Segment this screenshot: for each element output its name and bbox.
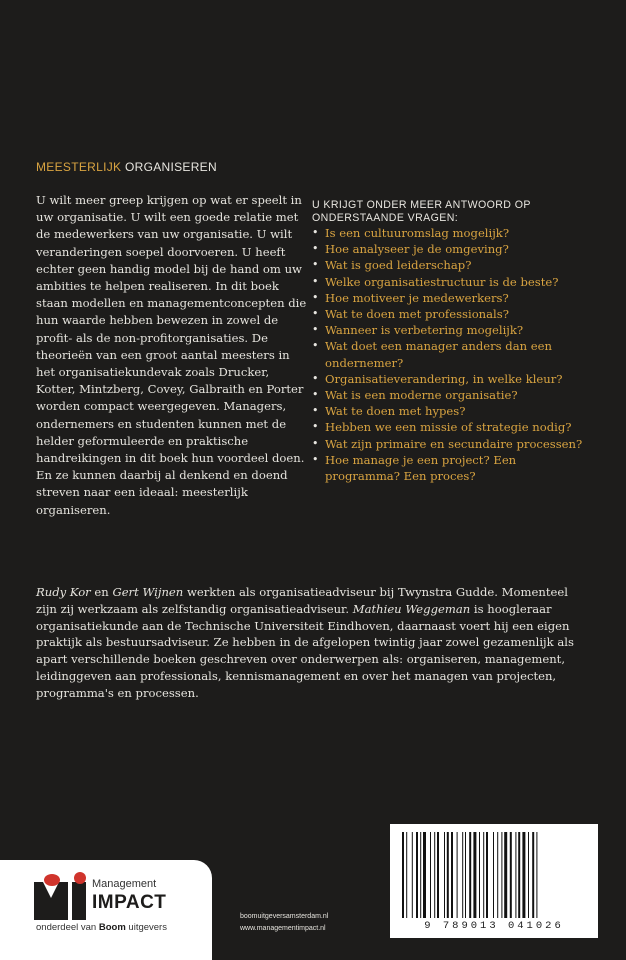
bullet-icon: • (312, 258, 319, 272)
bullet-icon: • (312, 452, 319, 466)
list-item: • Hebben we een missie of strategie nodig? (312, 420, 572, 435)
logo-impact-text: IMPACT (92, 892, 167, 913)
list-item: • Wat is goed leiderschap? (312, 258, 472, 273)
bullet-icon: • (312, 371, 319, 385)
barcode-bar (532, 832, 534, 918)
intro-paragraph: U wilt meer greep krijgen op wat er speelt in uw organisatie. U wilt een goede relatie met de medewerkers van uw organisatie. U wilt veranderingen soepel doorvoeren. U heeft echter geen handig model bij de hand om uw ambities te helpen realiseren. In dit boek staan modellen en managementconcepten die hun waarde hebben bewezen in zowel de profit- als de non-profitorganisaties. De theorieën van een groot aantal meesters in het organisatiekundevak zoals Drucker, Kotter, Mintzberg, Covey, Galbraith en Porter worden compact weergegeven. Managers, ondernemers en studenten kunnen met de helder geformuleerde en praktische handreikingen in dit boek hun voordeel doen. En ze kunnen daarbij al denkend en doend streven naar een ideaal: meesterlijk organiseren. (36, 193, 307, 517)
list-item: • Wat doet een manager anders dan een ondernemer? (312, 339, 552, 370)
author-name-3: Mathieu Weggeman (352, 601, 471, 616)
barcode-bar (528, 832, 529, 918)
publisher-subline: onderdeel van Boom uitgevers (36, 922, 167, 933)
bullet-icon: • (312, 404, 319, 418)
bullet-icon: • (312, 242, 319, 256)
barcode-bar (465, 832, 466, 918)
barcode-bar (501, 832, 502, 918)
bullet-icon: • (312, 290, 319, 304)
bullet-icon: • (312, 307, 319, 321)
list-item: • Wat is een moderne organisatie? (312, 388, 518, 403)
author-paragraph: Rudy Kor en Gert Wijnen werkten als organisatieadviseur bij Twynstra Gudde. Momenteel zijn zij werkzaam als zelfstandig organisatieadviseur. Mathieu Weggeman is hoogleraar organisatiekunde aan de Technische Universiteit Eindhoven, daarnaast voert hij een eigen praktijk als bestuursadviseur. Ze hebben in de afgelopen twintig jaar zowel gezamenlijk als apart verschillende boeken geschreven over onderwerpen als: organiseren, management, leidinggeven aan professionals, kennismanagement en over het managen van projecten, programma's en processen. (36, 585, 574, 700)
list-item: • Is een cultuuromslag mogelijk? (312, 226, 510, 240)
list-item: • Wanneer is verbetering mogelijk? (312, 323, 524, 338)
barcode-bar (437, 832, 439, 918)
barcode-bar (434, 832, 435, 918)
author-name-1: Rudy Kor (36, 585, 91, 599)
list-item: • Wat te doen met hypes? (312, 404, 466, 419)
series-title-part1: MEESTERLIJK (36, 160, 125, 174)
barcode-bar (536, 832, 537, 918)
barcode-bar (473, 832, 476, 918)
barcode-bar (457, 832, 458, 918)
barcode-bar (469, 832, 471, 918)
barcode-bar (402, 832, 404, 918)
barcode-bar (497, 832, 498, 918)
mi-logo-icon (34, 874, 88, 922)
bullet-icon: • (312, 274, 319, 288)
barcode-bar (416, 832, 418, 918)
isbn-number: 9 789013 041026 (424, 920, 564, 932)
list-item: • Hoe analyseer je de omgeving? (312, 242, 509, 257)
list-item: • Wat zijn primaire en secundaire processen? (312, 436, 583, 451)
barcode-bar (522, 832, 525, 918)
barcode-bar (444, 832, 445, 918)
barcode-bars (400, 832, 588, 918)
barcode-bar (451, 832, 453, 918)
barcode-bar (493, 832, 494, 918)
barcode-bar (430, 832, 431, 918)
barcode-bar (462, 832, 463, 918)
barcode-bar (515, 832, 516, 918)
bullet-icon: • (312, 420, 319, 434)
series-title-part2: ORGANISEREN (124, 160, 217, 174)
bullet-icon: • (312, 226, 319, 239)
bullet-icon: • (312, 339, 319, 353)
bullet-icon: • (312, 323, 319, 337)
list-item: • Hoe motiveer je medewerkers? (312, 290, 509, 305)
barcode-bar (447, 832, 449, 918)
barcode (390, 824, 598, 938)
barcode-bar (423, 832, 426, 918)
bullet-icon: • (312, 436, 319, 450)
intro-text (36, 192, 308, 519)
barcode-bar (479, 832, 480, 918)
url-line: boomuitgeversamsterdam.nl (240, 913, 329, 920)
list-item: • Organisatieverandering, in welke kleur? (312, 371, 563, 386)
list-item: • Welke organisatiestructuur is de beste? (312, 274, 559, 289)
barcode-bar (420, 832, 421, 918)
publisher-urls (240, 911, 328, 935)
bullet-icon: • (312, 388, 319, 402)
barcode-bar (504, 832, 507, 918)
author-bio (36, 584, 592, 702)
list-item: • Wat te doen met professionals? (312, 307, 509, 322)
barcode-bar (483, 832, 484, 918)
barcode-bar (510, 832, 512, 918)
author-name-2: Gert Wijnen (112, 585, 184, 599)
barcode-bar (518, 832, 520, 918)
url-line: www.managementimpact.nl (240, 925, 326, 932)
logo-management-text: Management (92, 878, 157, 890)
series-title (36, 160, 217, 174)
barcode-bar (406, 832, 407, 918)
list-item: • Hoe manage je een project? Een programma? Een proces? (312, 452, 517, 484)
questions-heading: U KRIJGT ONDER MEER ANTWOORD OP ONDERSTAANDE VRAGEN: (312, 199, 531, 224)
questions-list (312, 225, 588, 484)
barcode-bar (486, 832, 488, 918)
barcode-bar (412, 832, 413, 918)
